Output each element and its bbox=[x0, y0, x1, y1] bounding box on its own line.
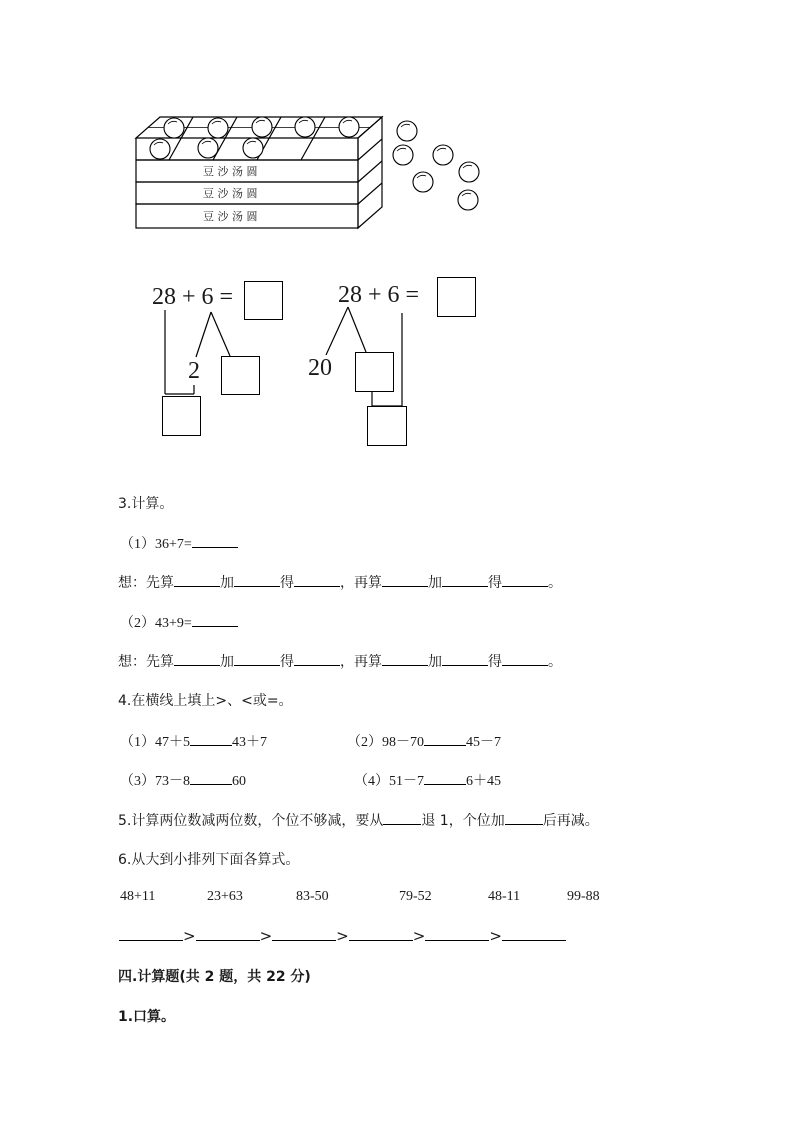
q5-part: 5.计算两位数减两位数，个位不够减，要从 bbox=[118, 813, 384, 829]
answer-blank[interactable] bbox=[502, 651, 548, 666]
q6-expr: 83-50 bbox=[296, 889, 329, 904]
q5-part: 后再减。 bbox=[542, 813, 599, 829]
think-text: 得 bbox=[488, 654, 502, 670]
q1-title: 1.口算。 bbox=[118, 1009, 176, 1025]
q4-right: 60 bbox=[232, 774, 246, 789]
gt-sign: > bbox=[183, 927, 196, 945]
think-text: 得 bbox=[488, 575, 502, 591]
q3-part2 bbox=[120, 612, 238, 632]
answer-blank[interactable] bbox=[382, 651, 428, 666]
q4-left: （4）51－7 bbox=[354, 774, 424, 789]
section-title: 四.计算题(共 2 题，共 22 分) bbox=[118, 969, 311, 985]
answer-blank[interactable] bbox=[192, 612, 238, 627]
answer-blank[interactable] bbox=[119, 926, 183, 941]
box-label: 豆 沙 汤 圆 bbox=[203, 165, 258, 178]
think-text: ，再算 bbox=[340, 654, 382, 670]
split-number: 2 bbox=[188, 358, 200, 384]
answer-box[interactable] bbox=[437, 277, 476, 317]
q3-think-1 bbox=[118, 572, 562, 592]
think-text: 想：先算 bbox=[118, 575, 174, 591]
answer-blank[interactable] bbox=[192, 533, 238, 548]
answer-box[interactable] bbox=[244, 281, 283, 320]
q4-right: 45－7 bbox=[466, 735, 501, 750]
answer-blank[interactable] bbox=[424, 770, 466, 785]
answer-box[interactable] bbox=[221, 356, 260, 395]
q4-right: 43＋7 bbox=[232, 735, 267, 750]
q5-text bbox=[118, 810, 599, 830]
answer-blank[interactable] bbox=[196, 926, 260, 941]
split-lines bbox=[0, 0, 794, 460]
q4-right: 6＋45 bbox=[466, 774, 501, 789]
q3-part1-expr: （1）36+7= bbox=[120, 537, 192, 552]
answer-blank[interactable] bbox=[424, 731, 466, 746]
answer-blank[interactable] bbox=[294, 572, 340, 587]
answer-box[interactable] bbox=[367, 406, 407, 446]
answer-blank[interactable] bbox=[442, 651, 488, 666]
think-text: 。 bbox=[548, 654, 562, 670]
answer-blank[interactable] bbox=[442, 572, 488, 587]
gt-sign: > bbox=[412, 927, 426, 945]
q4-left: （2）98－70 bbox=[347, 735, 424, 750]
answer-blank[interactable] bbox=[234, 651, 280, 666]
equation-right: 28 + 6 = bbox=[338, 282, 420, 308]
think-text: 加 bbox=[428, 575, 442, 591]
answer-blank[interactable] bbox=[272, 926, 336, 941]
think-text: 。 bbox=[548, 575, 562, 591]
q3-title: 3.计算。 bbox=[118, 496, 174, 512]
q5-part: 退 1，个位加 bbox=[421, 813, 505, 829]
q6-expr: 48+11 bbox=[120, 889, 156, 904]
equation-left: 28 + 6 = bbox=[152, 284, 234, 310]
answer-blank[interactable] bbox=[382, 572, 428, 587]
q4-title: 4.在横线上填上>、<或=。 bbox=[118, 693, 293, 709]
q3-think-2 bbox=[118, 651, 562, 671]
think-text: 加 bbox=[220, 654, 234, 670]
box-label: 豆 沙 汤 圆 bbox=[203, 210, 258, 223]
box-label: 豆 沙 汤 圆 bbox=[203, 187, 258, 200]
think-text: 加 bbox=[220, 575, 234, 591]
answer-box[interactable] bbox=[162, 396, 201, 436]
think-text: ，再算 bbox=[340, 575, 382, 591]
answer-blank[interactable] bbox=[502, 926, 566, 941]
gt-sign: > bbox=[259, 927, 273, 945]
think-text: 得 bbox=[280, 575, 294, 591]
answer-blank[interactable] bbox=[425, 926, 489, 941]
split-number: 20 bbox=[308, 355, 332, 381]
q4-item bbox=[347, 731, 501, 751]
q6-answer-row bbox=[119, 926, 566, 945]
answer-blank[interactable] bbox=[234, 572, 280, 587]
think-text: 加 bbox=[428, 654, 442, 670]
q4-left: （3）73－8 bbox=[120, 774, 190, 789]
gt-sign: > bbox=[489, 927, 502, 945]
think-text: 得 bbox=[280, 654, 294, 670]
answer-blank[interactable] bbox=[174, 572, 220, 587]
think-text: 想：先算 bbox=[118, 654, 174, 670]
answer-blank[interactable] bbox=[190, 770, 232, 785]
q6-expr: 79-52 bbox=[399, 889, 432, 904]
q4-item bbox=[120, 731, 267, 751]
answer-blank[interactable] bbox=[505, 810, 543, 825]
q3-part1 bbox=[120, 533, 238, 553]
q6-expr: 23+63 bbox=[207, 889, 243, 904]
answer-blank[interactable] bbox=[294, 651, 340, 666]
answer-box[interactable] bbox=[355, 352, 394, 392]
gt-sign: > bbox=[336, 927, 349, 945]
answer-blank[interactable] bbox=[502, 572, 548, 587]
q4-item bbox=[354, 770, 501, 790]
q4-item bbox=[120, 770, 246, 790]
answer-blank[interactable] bbox=[174, 651, 220, 666]
answer-blank[interactable] bbox=[383, 810, 421, 825]
answer-blank[interactable] bbox=[349, 926, 413, 941]
q4-left: （1）47＋5 bbox=[120, 735, 190, 750]
q6-expr: 99-88 bbox=[567, 889, 600, 904]
q6-title: 6.从大到小排列下面各算式。 bbox=[118, 852, 300, 868]
answer-blank[interactable] bbox=[190, 731, 232, 746]
q3-part2-expr: （2）43+9= bbox=[120, 616, 192, 631]
q6-expr: 48-11 bbox=[488, 889, 521, 904]
